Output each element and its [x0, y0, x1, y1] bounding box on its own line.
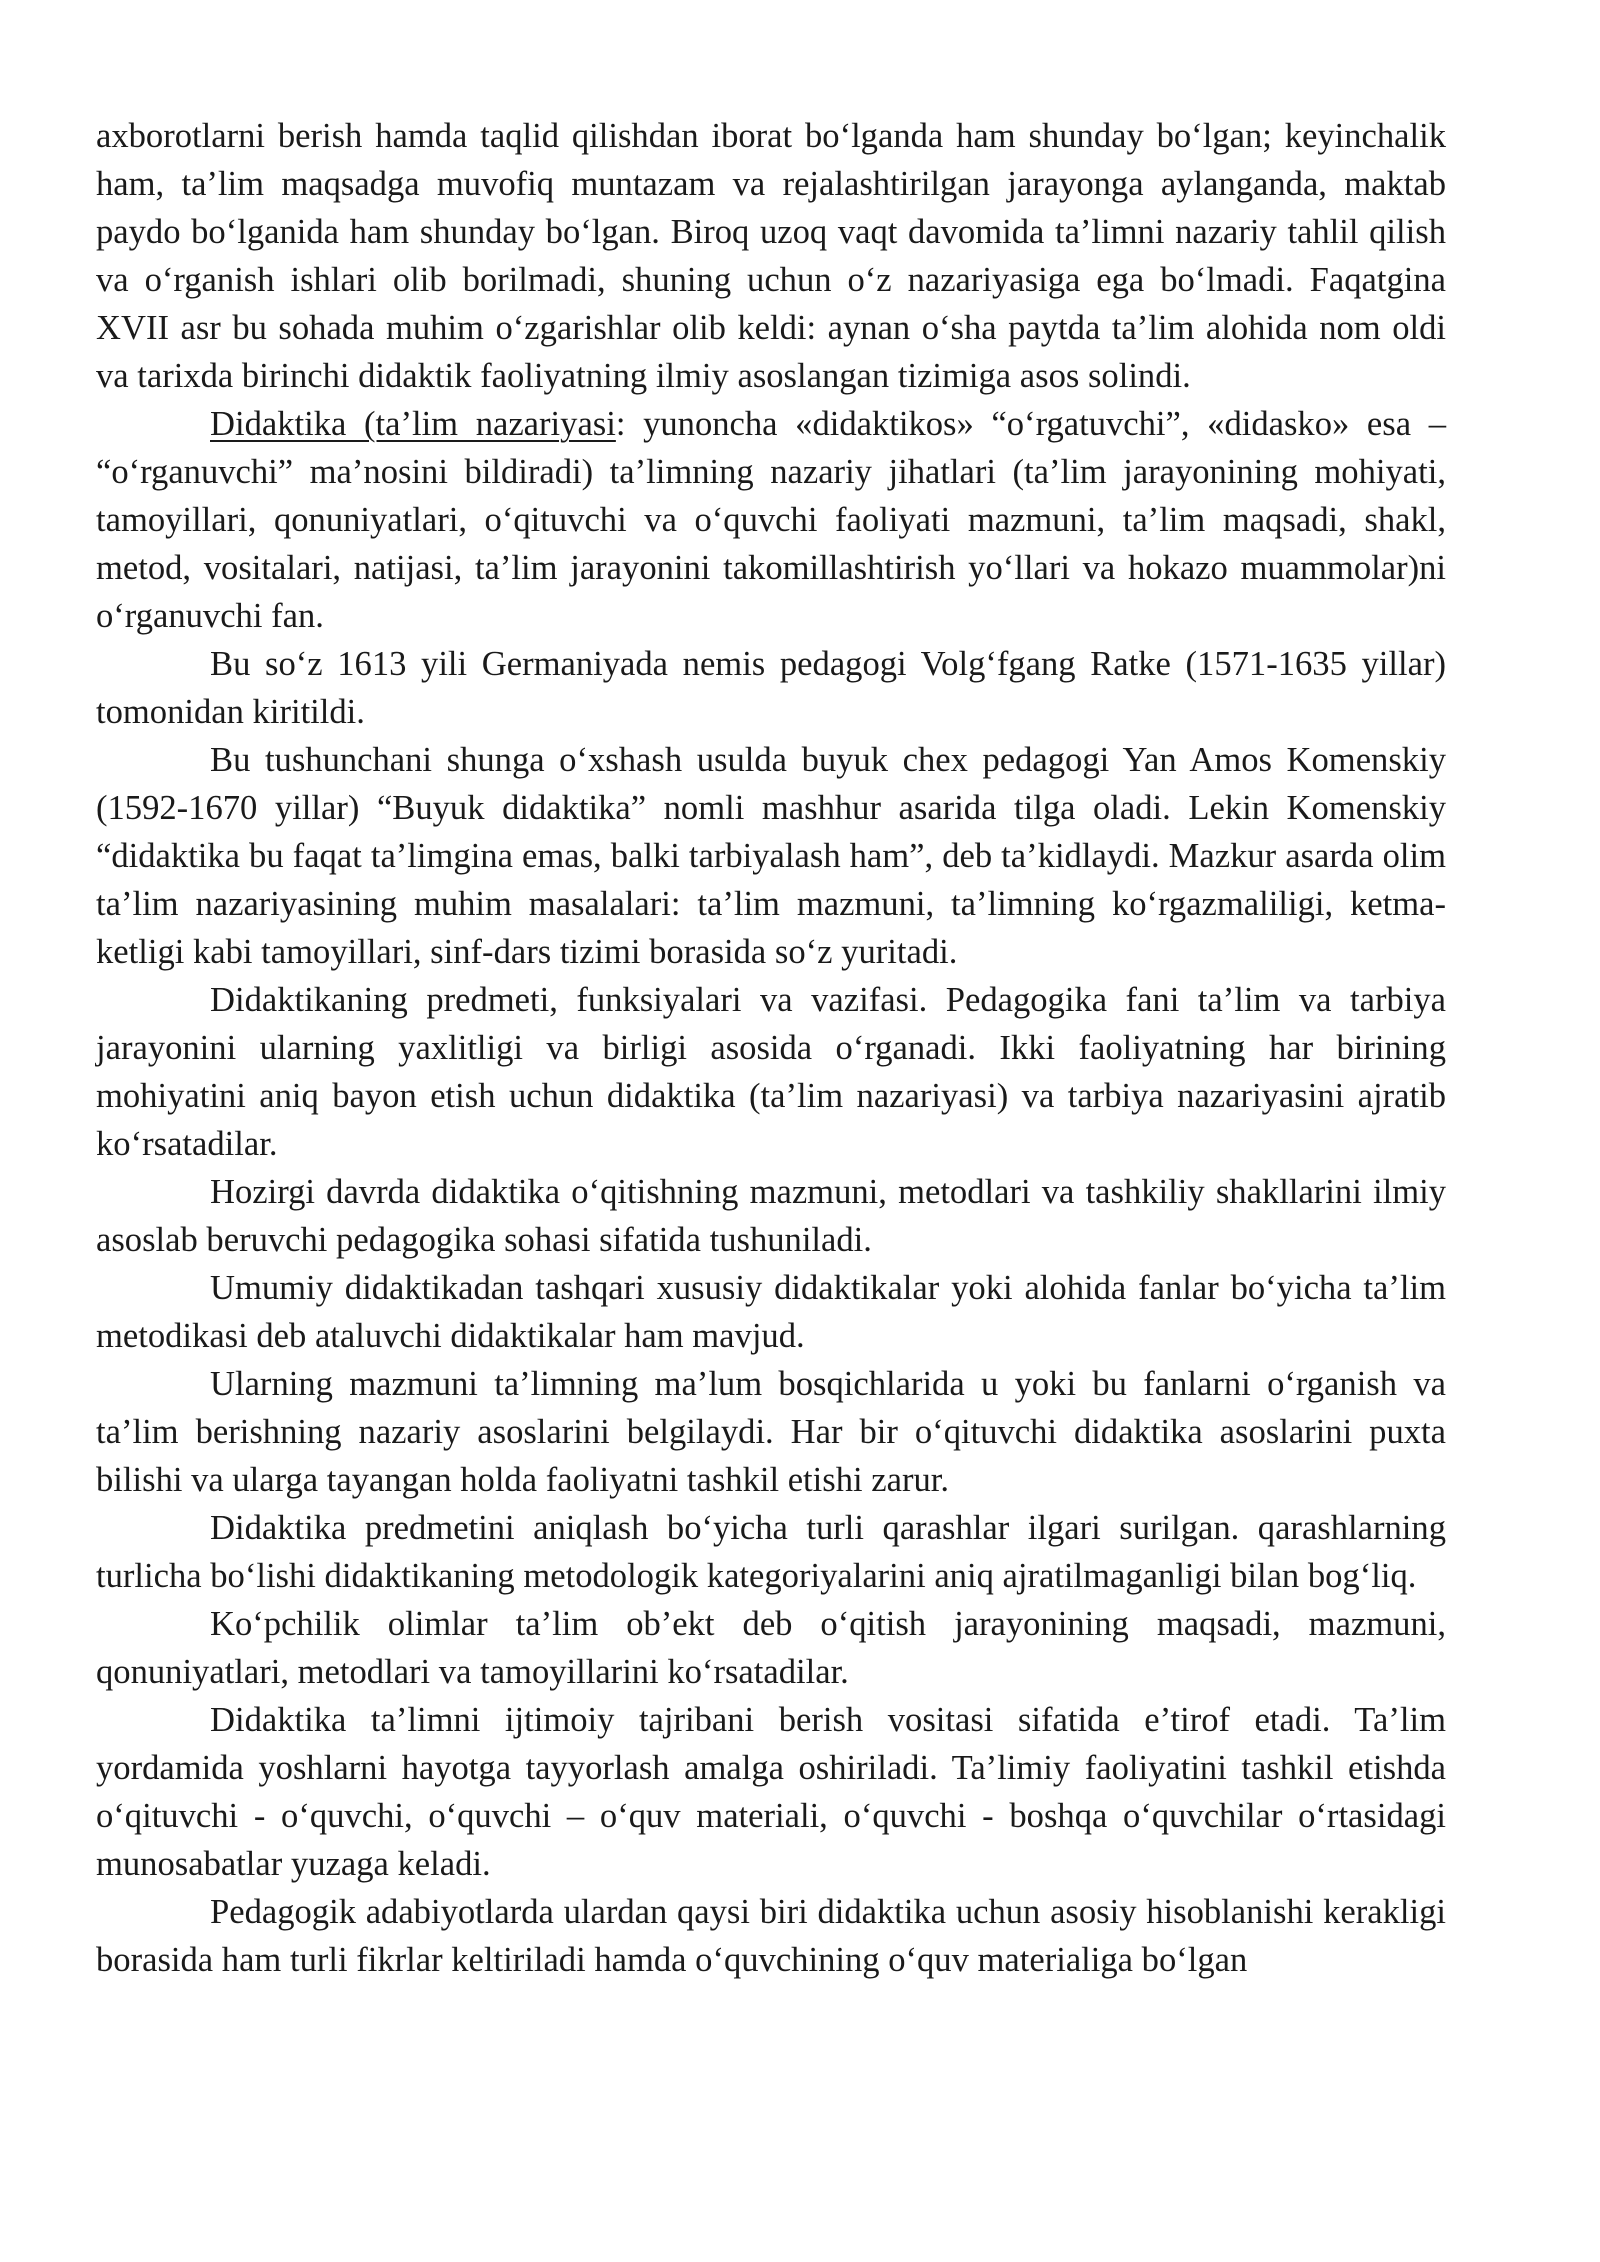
paragraph-komenskiy: Bu tushunchani shunga o‘xshash usulda buyuk chex pedagogi Yan Amos Komenskiy (1592-1670 yillar) “Buyuk didaktika” nomli mashhur asarida tilga oladi. Lekin Komenskiy “didaktika bu faqat ta’limgina emas, balki tarbiyalash ham”, deb ta’kidlaydi. Mazkur asarda olim ta’lim nazariyasining muhim masalalari: ta’lim mazmuni, ta’limning ko‘rgazmaliligi, ketma-ketligi kabi tamoyillari, sinf-dars tizimi borasida so‘z yuritadi. — [96, 741, 1446, 971]
paragraph-olimlar: Ko‘pchilik olimlar ta’lim ob’ekt deb o‘qitish jarayonining maqsadi, mazmuni, qonuniyatlari, metodlari va tamoyillarini ko‘rsatadilar. — [96, 1605, 1446, 1691]
paragraph-umumiy: Umumiy didaktikadan tashqari xususiy didaktikalar yoki alohida fanlar bo‘yicha ta’lim metodikasi deb ataluvchi didaktikalar ham mavjud. — [96, 1269, 1446, 1355]
paragraph-hozirgi: Hozirgi davrda didaktika o‘qitishning mazmuni, metodlari va tashkiliy shakllarini ilmiy asoslab beruvchi pedagogika sohasi sifatida tushuniladi. — [96, 1173, 1446, 1259]
paragraph-mazmuni: Ularning mazmuni ta’limning ma’lum bosqichlarida u yoki bu fanlarni o‘rganish va ta’lim berishning nazariy asoslarini belgilaydi. Har bir o‘qituvchi didaktika asoslarini puxta bilishi va ularga tayangan holda faoliyatni tashkil etishi zarur. — [96, 1365, 1446, 1499]
paragraph-adabiyotlar: Pedagogik adabiyotlarda ulardan qaysi biri didaktika uchun asosiy hisoblanishi kerakligi borasida ham turli fikrlar keltiriladi hamda o‘quvchining o‘quv materialiga bo‘lgan — [96, 1893, 1446, 1979]
paragraph-ratke: Bu so‘z 1613 yili Germaniyada nemis pedagogi Volg‘fgang Ratke (1571-1635 yillar) tomonidan kiritildi. — [96, 645, 1446, 731]
paragraph-ijtimoiy: Didaktika ta’limni ijtimoiy tajribani berish vositasi sifatida e’tirof etadi. Ta’lim yordamida yoshlarni hayotga tayyorlash amalga oshiriladi. Ta’limiy faoliyatini tashkil etishda o‘qituvchi - o‘quvchi, o‘quvchi – o‘quv materiali, o‘quvchi - boshqa o‘quvchilar o‘rtasidagi munosabatlar yuzaga keladi. — [96, 1701, 1446, 1883]
paragraph-qarashlar: Didaktika predmetini aniqlash bo‘yicha turli qarashlar ilgari surilgan. qarashlarning turlicha bo‘lishi didaktikaning metodologik kategoriyalarini aniq ajratilmaganligi bilan bog‘liq. — [96, 1509, 1446, 1595]
paragraph-continuation: axborotlarni berish hamda taqlid qilishdan iborat bo‘lganda ham shunday bo‘lgan; keyinchalik ham, ta’lim maqsadga muvofiq muntazam va rejalashtirilgan jarayonga aylanganda, maktab paydo bo‘lganida ham shunday bo‘lgan. Biroq uzoq vaqt davomida ta’limni nazariy tahlil qilish va o‘rganish ishlari olib borilmadi, shuning uchun o‘z nazariyasiga ega bo‘lmadi. Faqatgina XVII asr bu sohada muhim o‘zgarishlar olib keldi: aynan o‘sha paytda ta’lim alohida nom oldi va tarixda birinchi didaktik faoliyatning ilmiy asoslangan tizimiga asos solindi. — [96, 117, 1446, 395]
definition-text: : yunoncha «didaktikos» “o‘rgatuvchi”, «didasko» esa – “o‘rganuvchi” ma’nosini bildiradi) ta’limning nazariy jihatlari (ta’lim jarayonining mohiyati, tamoyillari, qonuniyatlari, o‘qituvchi va o‘quvchi faoliyati mazmuni, ta’lim maqsadi, shakl, metod, vositalari, natijasi, ta’lim jarayonini takomillashtirish yo‘llari va hokazo muammolar)ni o‘rganuvchi fan. — [96, 405, 1446, 635]
document-page — [96, 112, 1446, 1984]
paragraph-didaktika-definition — [96, 400, 1446, 640]
term-didaktika: Didaktika (ta’lim nazariyasi — [210, 405, 616, 443]
paragraph-predmet: Didaktikaning predmeti, funksiyalari va vazifasi. Pedagogika fani ta’lim va tarbiya jarayonini ularning yaxlitligi va birligi asosida o‘rganadi. Ikki faoliyatning har birining mohiyatini aniq bayon etish uchun didaktika (ta’lim nazariyasi) va tarbiya nazariyasini ajratib ko‘rsatadilar. — [96, 981, 1446, 1163]
